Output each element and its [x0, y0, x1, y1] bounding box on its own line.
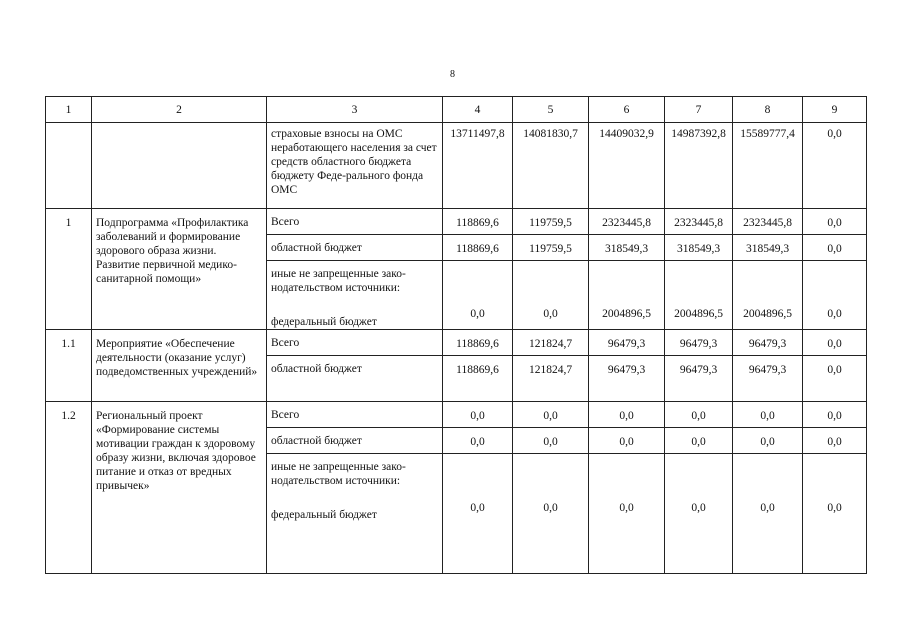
value-cell: 2004896,5 — [589, 261, 665, 330]
source-label: иные не запрещенные зако-нодательством источники: — [271, 461, 406, 487]
value-cell: 0,0 — [513, 428, 589, 454]
value-cell: 0,0 — [803, 330, 867, 356]
value-cell: 96479,3 — [665, 330, 733, 356]
value-cell: 0,0 — [665, 454, 733, 574]
source-cell: Всего — [267, 209, 443, 235]
value-cell: 2004896,5 — [733, 261, 803, 330]
value-cell: 0,0 — [589, 428, 665, 454]
value-cell: 15589777,4 — [733, 123, 803, 209]
value-cell: 0,0 — [803, 454, 867, 574]
row-name-cell — [92, 123, 267, 209]
value-cell: 2323445,8 — [589, 209, 665, 235]
header-cell: 8 — [733, 97, 803, 123]
value-cell: 2323445,8 — [665, 209, 733, 235]
header-row — [46, 97, 867, 123]
value-cell: 318549,3 — [733, 235, 803, 261]
source-cell: Всего — [267, 330, 443, 356]
header-cell: 1 — [46, 97, 92, 123]
value-cell: 96479,3 — [733, 330, 803, 356]
row-number-cell — [46, 123, 92, 209]
table-row — [46, 209, 867, 235]
source-label: федеральный бюджет — [271, 509, 377, 521]
header-cell: 3 — [267, 97, 443, 123]
source-cell: областной бюджет — [267, 428, 443, 454]
source-cell — [267, 454, 443, 574]
row-number-cell: 1.1 — [46, 330, 92, 402]
source-label: иные не запрещенные зако-нодательством источники: — [271, 268, 406, 294]
header-cell: 7 — [665, 97, 733, 123]
value-cell: 118869,6 — [443, 235, 513, 261]
row-number-cell: 1.2 — [46, 402, 92, 574]
value-cell: 0,0 — [803, 209, 867, 235]
page-number: 8 — [450, 69, 455, 80]
table-row — [46, 402, 867, 428]
value-cell: 318549,3 — [589, 235, 665, 261]
value-cell: 96479,3 — [589, 330, 665, 356]
value-cell: 0,0 — [803, 235, 867, 261]
value-cell: 0,0 — [665, 428, 733, 454]
value-cell: 0,0 — [513, 402, 589, 428]
source-label: федеральный бюджет — [271, 316, 377, 328]
value-cell: 118869,6 — [443, 209, 513, 235]
value-cell: 0,0 — [733, 454, 803, 574]
value-cell: 2323445,8 — [733, 209, 803, 235]
value-cell: 119759,5 — [513, 209, 589, 235]
header-cell: 9 — [803, 97, 867, 123]
header-cell: 4 — [443, 97, 513, 123]
header-cell: 5 — [513, 97, 589, 123]
value-cell: 0,0 — [513, 454, 589, 574]
value-cell: 121824,7 — [513, 356, 589, 402]
row-name-cell: Мероприятие «Обеспечение деятельности (оказание услуг) подведомственных учреждений» — [92, 330, 267, 402]
value-cell: 0,0 — [443, 261, 513, 330]
value-cell: 14987392,8 — [665, 123, 733, 209]
value-cell: 0,0 — [803, 428, 867, 454]
value-cell: 121824,7 — [513, 330, 589, 356]
row-number-cell: 1 — [46, 209, 92, 330]
value-cell: 0,0 — [665, 402, 733, 428]
source-cell: Всего — [267, 402, 443, 428]
table-row — [46, 330, 867, 356]
value-cell: 0,0 — [803, 123, 867, 209]
source-cell: страховые взносы на ОМС неработающего населения за счет средств областного бюджета бюджету Феде-рального фонда ОМС — [267, 123, 443, 209]
value-cell: 14081830,7 — [513, 123, 589, 209]
value-cell: 0,0 — [733, 428, 803, 454]
header-cell: 6 — [589, 97, 665, 123]
value-cell: 0,0 — [803, 261, 867, 330]
value-cell: 13711497,8 — [443, 123, 513, 209]
value-cell: 118869,6 — [443, 356, 513, 402]
value-cell: 0,0 — [589, 454, 665, 574]
value-cell: 0,0 — [803, 356, 867, 402]
row-name-cell: Подпрограмма «Профилактика заболеваний и формирование здорового образа жизни. Развитие первичной медико-санитарной помощи» — [92, 209, 267, 330]
source-cell: областной бюджет — [267, 235, 443, 261]
value-cell: 0,0 — [803, 402, 867, 428]
value-cell: 0,0 — [443, 454, 513, 574]
value-cell: 2004896,5 — [665, 261, 733, 330]
value-cell: 0,0 — [589, 402, 665, 428]
table-row — [46, 123, 867, 209]
financing-table — [45, 96, 867, 574]
value-cell: 119759,5 — [513, 235, 589, 261]
value-cell: 96479,3 — [733, 356, 803, 402]
source-cell — [267, 261, 443, 330]
value-cell: 0,0 — [443, 402, 513, 428]
value-cell: 118869,6 — [443, 330, 513, 356]
value-cell: 14409032,9 — [589, 123, 665, 209]
value-cell: 0,0 — [513, 261, 589, 330]
source-cell: областной бюджет — [267, 356, 443, 402]
value-cell: 0,0 — [443, 428, 513, 454]
value-cell: 96479,3 — [589, 356, 665, 402]
value-cell: 96479,3 — [665, 356, 733, 402]
row-name-cell: Региональный проект «Формирование системы мотивации граждан к здоровому образу жизни, включая здоровое питание и отказ от вредных привычек» — [92, 402, 267, 574]
value-cell: 0,0 — [733, 402, 803, 428]
header-cell: 2 — [92, 97, 267, 123]
value-cell: 318549,3 — [665, 235, 733, 261]
